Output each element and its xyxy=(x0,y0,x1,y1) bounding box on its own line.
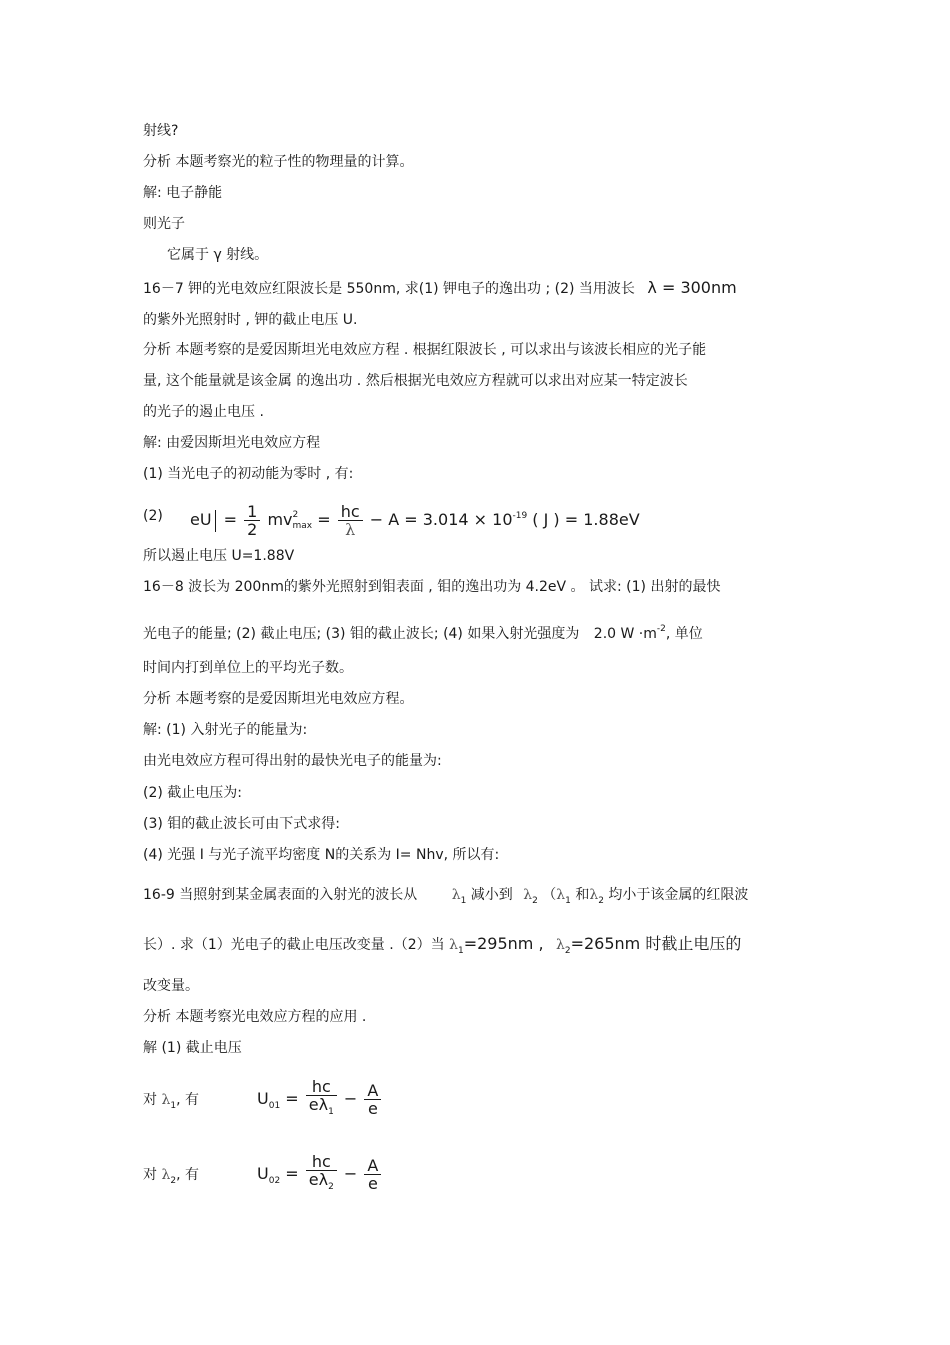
text-line: 射线? xyxy=(143,123,179,139)
equation-u01: $U_{01}$ = $\frac{hc}{e\lambda_1}$ − $\frac{A}{e}$ xyxy=(257,1077,383,1128)
unit-tail: , 单位 xyxy=(665,626,703,642)
text-line: (3) 钼的截止波长可由下式求得: xyxy=(143,816,340,832)
eq-u02-label: 对 $\lambda_2$, 有 xyxy=(143,1167,199,1186)
text-line: 时间内打到单位上的平均光子数。 xyxy=(143,660,353,676)
text-line xyxy=(143,279,737,298)
fraction-half: $\frac{1}{2}$ xyxy=(244,503,260,538)
fraction-hc: $\frac{hc}{e\lambda_2}$ xyxy=(306,1153,337,1196)
eq-exp: -19 xyxy=(512,511,528,521)
text-line: (2) 截止电压为: xyxy=(143,785,242,801)
intensity-value: 2.0 W ·m xyxy=(593,626,657,642)
eq-sign: = xyxy=(317,510,331,529)
text-line: 量, 这个能量就是该金属 的逸出功 . 然后根据光电效应方程就可以求出对应某一特定波长 xyxy=(143,373,688,389)
abs-bar xyxy=(215,510,216,532)
equation-u02: $U_{02}$ = $\frac{hc}{e\lambda_2}$ − $\frac{A}{e}$ xyxy=(257,1152,383,1203)
fraction-hc-lambda: $\frac{hc}{\lambda}$ xyxy=(338,503,363,538)
q9-text-2: 长）. 求（1）光电子的截止电压改变量 .（2）当 xyxy=(143,937,445,953)
eq-rest: − A = 3.014 × 10 xyxy=(369,510,513,529)
text-line: 由光电效应方程可得出射的最快光电子的能量为: xyxy=(143,753,442,769)
text-line: 分析 本题考察的是爱因斯坦光电效应方程。 xyxy=(143,691,414,707)
equation-2: eU = $\frac{1}{2}$ mv 2 max = $\frac{hc}{\lambda}$ − $A = 3.014 \times 10^{-19}$ ( J ) = 1.88eV xyxy=(190,502,640,539)
q7-text: 16－7 钾的光电效应红限波长是 550nm, 求(1) 钾电子的逸出功 ; (2) 当用波长 xyxy=(143,281,635,297)
text-line: 解: (1) 入射光子的能量为: xyxy=(143,722,308,738)
text-line: 则光子 xyxy=(143,216,185,232)
eq-lhs: eU xyxy=(190,510,212,529)
fraction-a-e: $\frac{A}{e}$ xyxy=(364,1157,381,1192)
eq-tail: ( J ) = 1.88eV xyxy=(532,510,640,529)
text-line: 分析 本题考察的是爱因斯坦光电效应方程 . 根据红限波长 , 可以求出与该波长相应的光子能 xyxy=(143,342,707,358)
text-line: 长）. 求（1）光电子的截止电压改变量 .（2）当 $\lambda_1=295nm$ , $\lambda_2=265nm$ 时截止电压的 xyxy=(143,934,742,956)
text-line: (4) 光强 I 与光子流平均密度 N的关系为 I= Nhv, 所以有: xyxy=(143,847,500,863)
eq-mv: mv xyxy=(267,510,293,529)
text-line: 的光子的遏止电压 . xyxy=(143,404,264,420)
q9-text: 16-9 当照射到某金属表面的入射光的波长从 xyxy=(143,887,418,903)
fraction-hc: $\frac{hc}{e\lambda_1}$ xyxy=(306,1078,337,1121)
text-line: 的紫外光照射时 , 钾的截止电压 U. xyxy=(143,312,358,328)
text-line: (2) xyxy=(143,508,163,524)
text-line: 16－8 波长为 200nm的紫外光照射到钼表面 , 钼的逸出功为 4.2eV 。 试求: (1) 出射的最快 xyxy=(143,579,721,595)
text-line: 解: 由爱因斯坦光电效应方程 xyxy=(143,435,321,451)
text-line: 分析 本题考察光电效应方程的应用 . xyxy=(143,1009,367,1025)
text-line xyxy=(143,620,703,643)
eq-u01-label: 对 $\lambda_1$, 有 xyxy=(143,1092,199,1111)
intensity-exp: -2 xyxy=(656,624,666,634)
q8-text: 光电子的能量; (2) 截止电压; (3) 钼的截止波长; (4) 如果入射光强度为 xyxy=(143,626,580,642)
text-line: 改变量。 xyxy=(143,978,199,994)
lambda-300: λ = 300nm xyxy=(647,278,737,297)
fraction-a-e: $\frac{A}{e}$ xyxy=(364,1082,381,1117)
text-line: 16-9 当照射到某金属表面的入射光的波长从 $\lambda_1$ 减小到 $\lambda_2$ （$\lambda_1$ 和$\lambda_2$ 均小于该金属的红限波 xyxy=(143,887,749,906)
text-line: 所以遏止电压 U=1.88V xyxy=(143,548,295,564)
eq-sign: = xyxy=(223,510,238,529)
text-line: (1) 当光电子的初动能为零时 , 有: xyxy=(143,466,354,482)
text-line: 解: 电子静能 xyxy=(143,185,223,201)
text-line: 解 (1) 截止电压 xyxy=(143,1040,242,1056)
text-line: 分析 本题考察光的粒子性的物理量的计算。 xyxy=(143,154,414,170)
text-line: 它属于 γ 射线。 xyxy=(167,247,269,263)
